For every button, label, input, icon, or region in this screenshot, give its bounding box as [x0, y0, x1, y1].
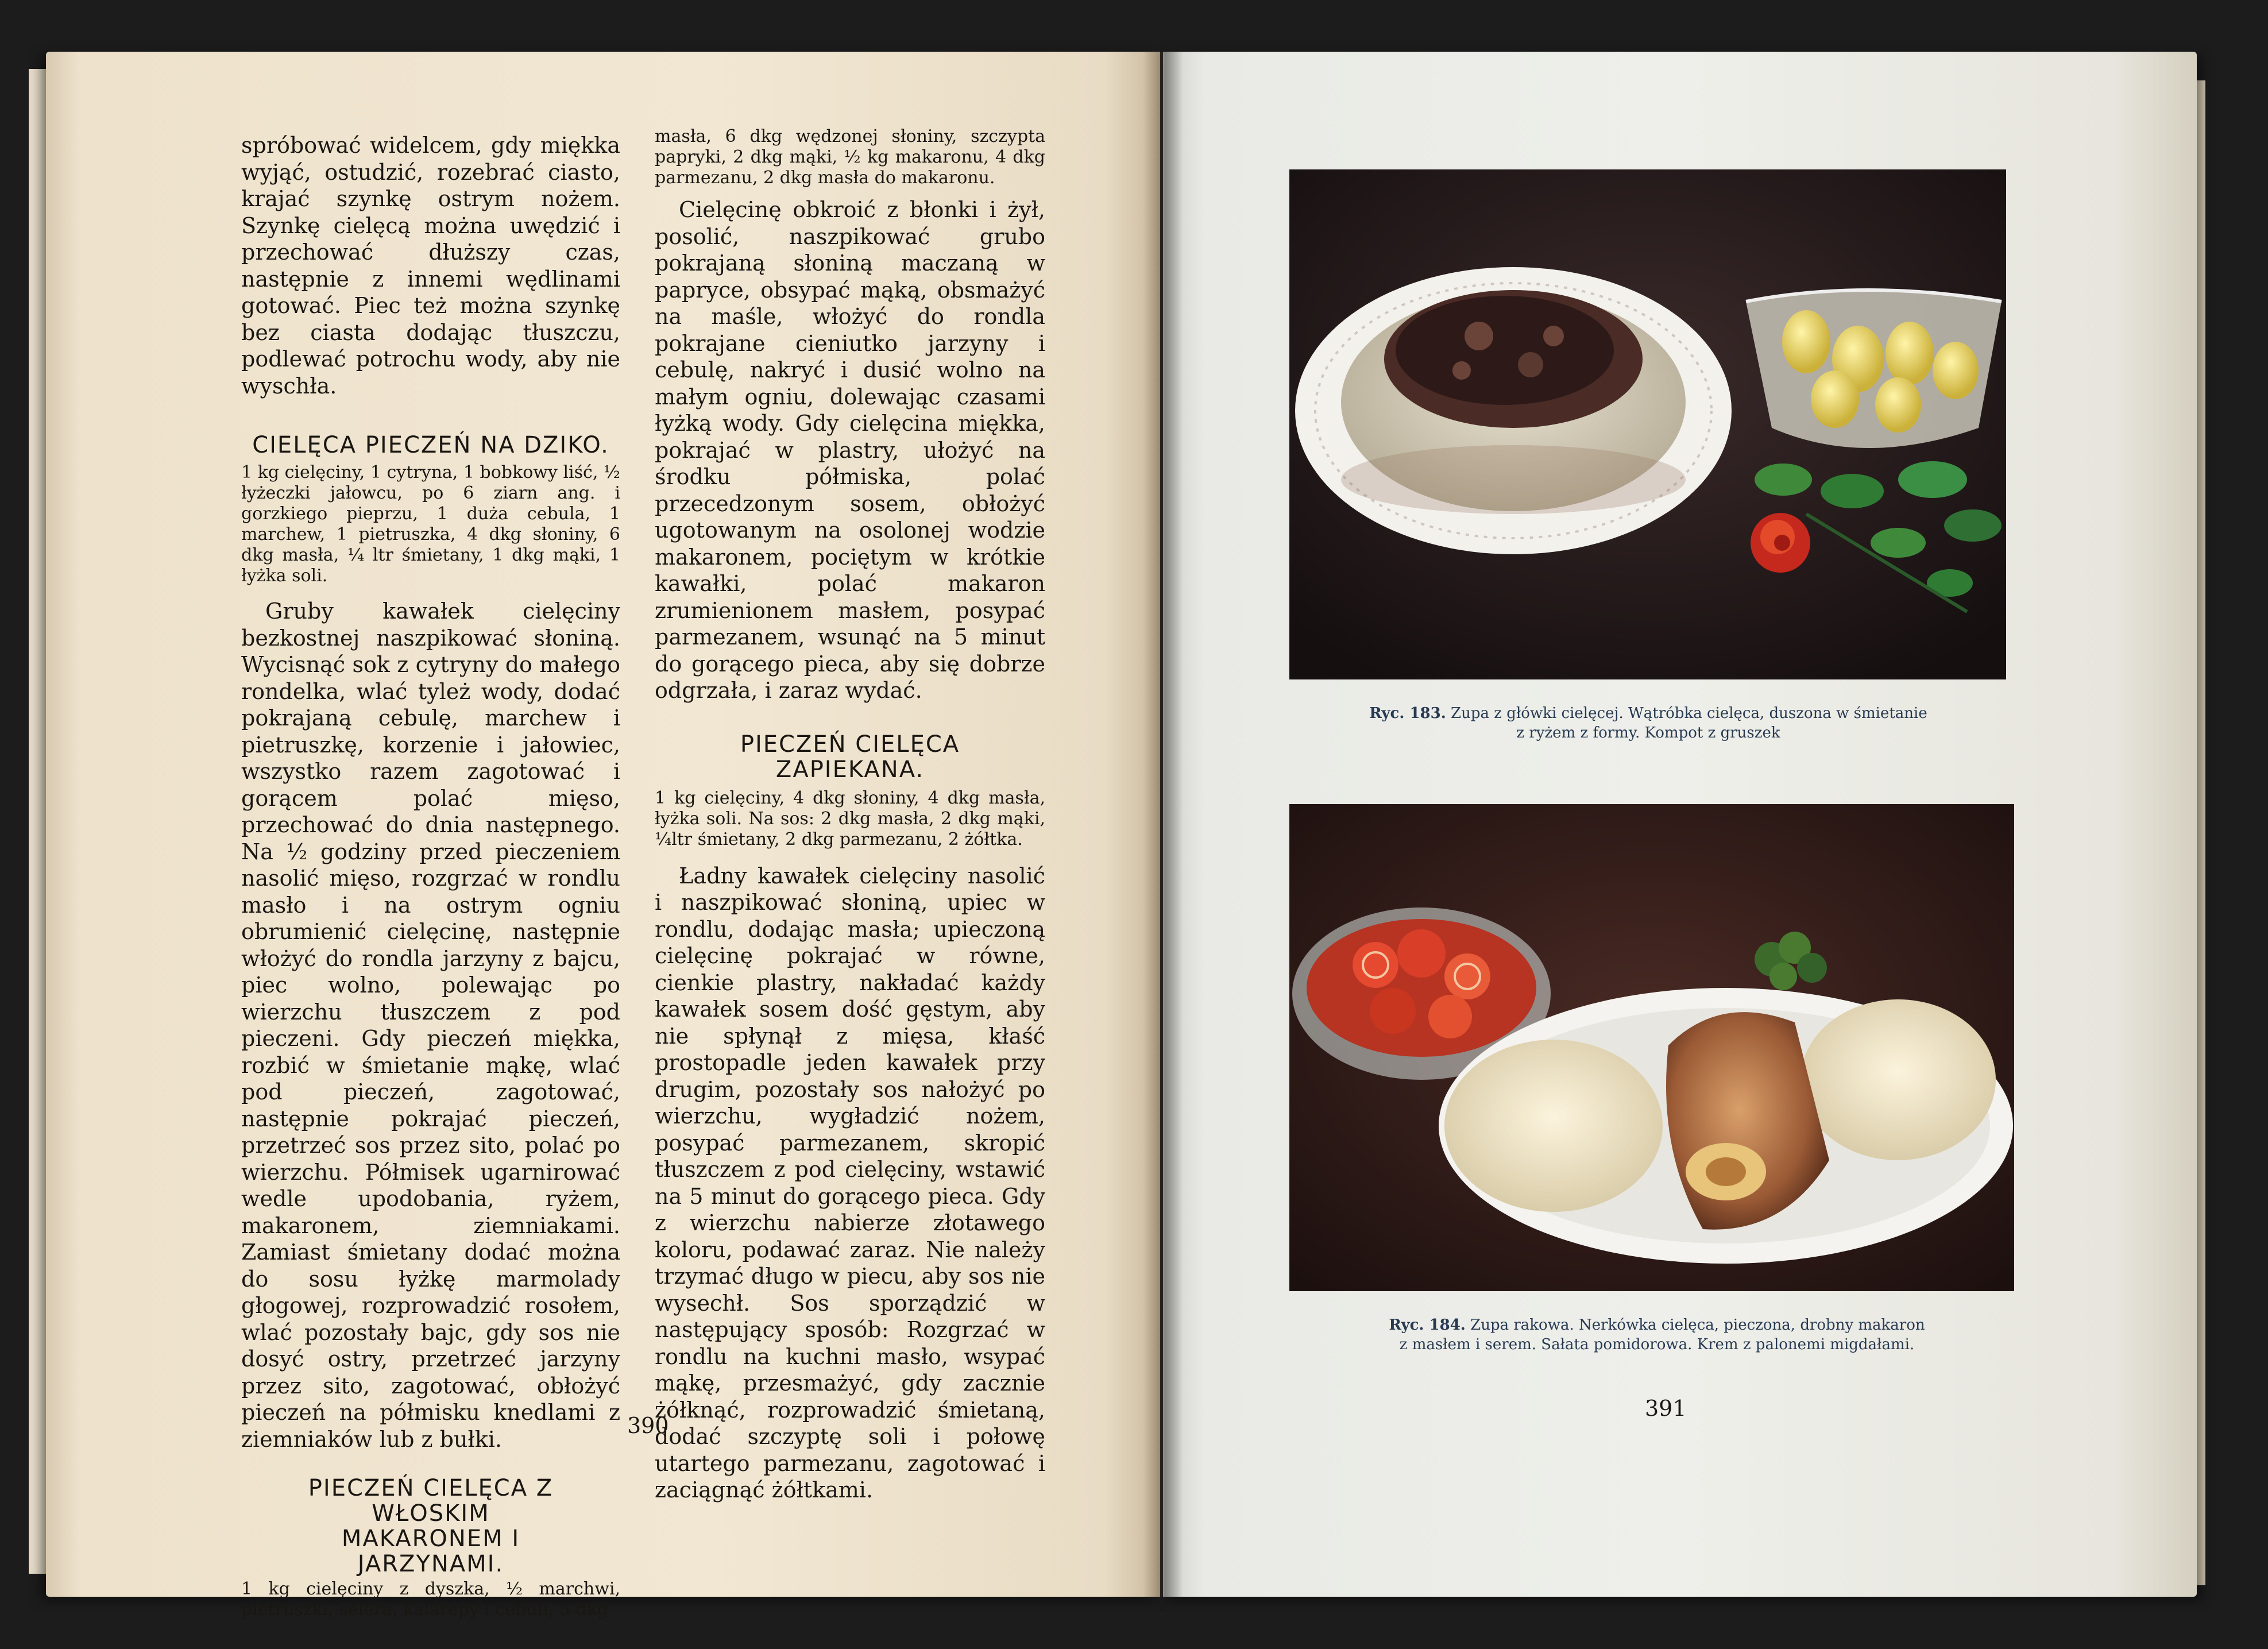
- ingredients-list: 1 kg cielęciny, 4 dkg słoniny, 4 dkg masła, łyżka soli. Na sos: 2 dkg masła, 2 dkg mąki, ¼ltr śmietany, 2 dkg parmezanu, 2 żółtka.: [655, 787, 1045, 849]
- paragraph: Cielęcinę obkroić z błonki i żył, posolić, naszpikować grubo pokrajaną słoniną maczaną w papryce, obsypać mąką, obsmażyć na maśle, włożyć do rondla pokrajane cieniutko jarzyny i cebulę, nakryć i dusić wolno na małym ogniu, dolewając czasami łyżką wody. Gdy cielęcina miękka, pokrajać w plastry, ułożyć na środku półmiska, polać przecedzonym sosem, obłożyć ugotowanym na osolonej wodzie makaronem, pociętym w krótkie kawałki, polać makaron zrumienionem masłem, posypać parmezanem, wsunąć na 5 minut do gorącego pieca, aby się dobrze odgrzała, i zaraz wydać.: [655, 197, 1045, 703]
- paragraph: Gruby kawałek cielęciny bezkostnej naszpikować słoniną. Wycisnąć sok z cytryny do małego rondelka, wlać tyleż wody, dodać pokrajaną cebulę, marchew i pietruszkę, korzenie i jałowiec, wszystko razem zagotować i gorącem polać mięso, przechować do dnia następnego. Na ½ godziny przed pieczeniem nasolić mięso, rozgrzać w rondlu masło i na ostrym ogniu obrumienić cielęcinę, następnie włożyć do rondla jarzyny z bajcu, piec wolno, polewając po wierzchu tłuszczem z pod pieczeni. Gdy pieczeń miękka, rozbić w śmietanie mąkę, wlać pod pieczeń, zagotować, następnie pokrajać pieczeń, przetrzeć sos przez sito, polać po wierzchu. Półmisek ugarnirować wedle upodobania, ryżem, makaronem, ziemniakami. Zamiast śmietany dodać można do sosu łyżkę marmolady głogowej, rozprowadzić rosołem, wlać pozostały bajc, gdy sos nie dosyć ostry, przetrzeć jarzyny przez sito, zagotować, obłożyć pieczeń na półmisku knedlami z ziemniaków lub z bułki.: [241, 598, 620, 1452]
- caption-line: z masłem i serem. Sałata pomidorowa. Krem z palonemi migdałami.: [1399, 1336, 1915, 1353]
- food-photo-184: [1289, 804, 2014, 1291]
- figure-caption-183: [1286, 704, 2010, 743]
- ingredients-list: 1 kg cielęciny, 1 cytryna, 1 bobkowy liść, ½ łyżeczki jałowcu, po 6 ziarn ang. i gorzkiego pieprzu, 1 duża cebula, 1 marchew, 1 pietruszka, 4 dkg słoniny, 6 dkg masła, ¼ ltr śmietany, 1 dkg mąki, 1 łyżka soli.: [241, 462, 620, 586]
- book-gutter: [1143, 52, 1183, 1597]
- figure-label: Ryc. 183.: [1369, 705, 1446, 722]
- recipe-heading: CIELĘCA PIECZEŃ NA DZIKO.: [252, 432, 609, 458]
- left-column: [241, 132, 620, 1620]
- caption-line: z ryżem z formy. Kompot z gruszek: [1516, 724, 1780, 742]
- paragraph: spróbować widelcem, gdy miękka wyjąć, ostudzić, rozebrać ciasto, krajać szynkę ostrym nożem. Szynkę cielęcą można uwędzić i przechować dłuższy czas, następnie z innemi wędlinami gotować. Piec też można szynkę bez ciasta dodając tłuszczu, podlewać potrochu wody, aby nie wyschła.: [241, 133, 620, 399]
- caption-line: Zupa rakowa. Nerkówka cielęca, pieczona, drobny makaron: [1470, 1316, 1925, 1334]
- figure-caption-184: [1286, 1315, 2027, 1354]
- recipe-heading: PIECZEŃ CIELĘCA ZAPIEKANA.: [740, 731, 960, 783]
- figure-label: Ryc. 184.: [1389, 1316, 1466, 1334]
- ingredients-list: masła, 6 dkg wędzonej słoniny, szczypta papryki, 2 dkg mąki, ½ kg makaronu, 4 dkg parmezanu, 2 dkg masła do makaronu.: [655, 126, 1045, 188]
- ingredients-list: 1 kg cielęciny z dyszka, ½ marchwi, pietruszki, selera, kalarepy i cebuli, 5 dkg: [241, 1579, 620, 1620]
- right-column: [655, 126, 1045, 1504]
- caption-line: Zupa z główki cielęcej. Wątróbka cielęca, duszona w śmietanie: [1451, 705, 1927, 722]
- paragraph: Ładny kawałek cielęciny nasolić i naszpikować słoniną, upiec w rondlu, dodając masła; upieczoną cielęcinę pokrajać w równe, cienkie plastry, nakładać każdy kawałek sosem dość gęstym, aby nie spłynął z mięsa, kłaść prostopadle jeden kawałek przy drugim, pozostały sos nałożyć po wierzchu, wygładzić nożem, posypać parmezanem, skropić tłuszczem z pod cielęciny, wstawić na 5 minut do gorącego pieca. Gdy z wierzchu nabierze złotawego koloru, podawać zaraz. Nie należy trzymać długo w piecu, aby sos nie wysechł. Sos sporządzić w następujący sposób: Rozgrzać w rondlu na kuchni masło, wsypać mąkę, przesmażyć, gdy zacznie żółknąć, rozprowadzić śmietaną, dodać szczyptę soli i połowę utartego parmezanu, zagotować i zaciągnąć żółtkami.: [655, 863, 1045, 1503]
- page-number: 391: [1645, 1396, 1687, 1421]
- recipe-heading: PIECZEŃ CIELĘCA Z WŁOSKIM MAKARONEM I JARZYNAMI.: [308, 1475, 554, 1577]
- page-number: 390: [627, 1413, 669, 1438]
- food-photo-183: [1289, 169, 2006, 679]
